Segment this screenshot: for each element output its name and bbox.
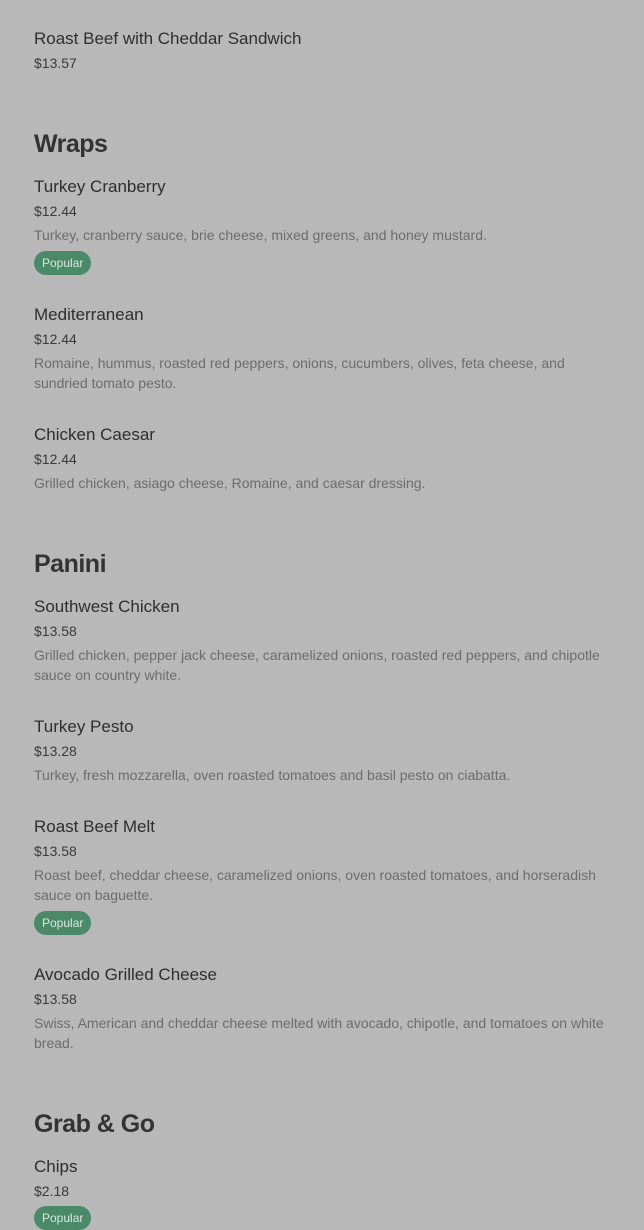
section-title-grab-and-go: Grab & Go xyxy=(34,1110,155,1138)
menu-item-roast-beef-melt[interactable] xyxy=(34,817,618,935)
menu-item-turkey-cranberry[interactable] xyxy=(34,177,618,275)
popular-badge: Popular xyxy=(34,251,91,275)
item-description: Grilled chicken, asiago cheese, Romaine, and caesar dressing. xyxy=(34,475,426,491)
item-price: $13.58 xyxy=(34,623,77,639)
item-description: Roast beef, cheddar cheese, caramelized onions, oven roasted tomatoes, and horseradish sauce on baguette. xyxy=(34,867,596,903)
item-name: Roast Beef Melt xyxy=(34,817,155,836)
item-description: Swiss, American and cheddar cheese melted with avocado, chipotle, and tomatoes on white bread. xyxy=(34,1015,604,1051)
section-title-wraps: Wraps xyxy=(34,130,108,158)
popular-badge: Popular xyxy=(34,911,91,935)
item-description: Turkey, cranberry sauce, brie cheese, mixed greens, and honey mustard. xyxy=(34,227,487,243)
item-price: $2.18 xyxy=(34,1183,70,1199)
item-price: $12.44 xyxy=(34,203,77,219)
item-name: Avocado Grilled Cheese xyxy=(34,965,218,984)
item-price: $12.44 xyxy=(34,331,77,347)
item-price: $13.57 xyxy=(34,55,77,71)
menu-item-chips[interactable] xyxy=(34,1157,618,1230)
item-name: Chips xyxy=(34,1157,78,1176)
item-name: Mediterranean xyxy=(34,305,144,324)
menu-item-chicken-caesar[interactable] xyxy=(34,425,618,493)
menu-item-southwest-chicken[interactable] xyxy=(34,597,618,685)
item-price: $12.44 xyxy=(34,451,77,467)
item-name: Southwest Chicken xyxy=(34,597,180,616)
item-name: Chicken Caesar xyxy=(34,425,155,444)
item-description: Turkey, fresh mozzarella, oven roasted tomatoes and basil pesto on ciabatta. xyxy=(34,767,511,783)
item-price: $13.28 xyxy=(34,743,77,759)
menu-item-avocado-grilled-cheese[interactable] xyxy=(34,965,618,1053)
item-name: Turkey Pesto xyxy=(34,717,134,736)
item-description: Romaine, hummus, roasted red peppers, onions, cucumbers, olives, feta cheese, and sundried tomato pesto. xyxy=(34,355,565,391)
item-name: Turkey Cranberry xyxy=(34,177,166,196)
menu-item-roast-beef-cheddar[interactable] xyxy=(34,29,618,72)
menu-item-turkey-pesto[interactable] xyxy=(34,717,618,785)
item-name: Roast Beef with Cheddar Sandwich xyxy=(34,29,302,48)
popular-badge: Popular xyxy=(34,1206,91,1230)
item-price: $13.58 xyxy=(34,991,77,1007)
menu-item-mediterranean[interactable] xyxy=(34,305,618,393)
item-description: Grilled chicken, pepper jack cheese, caramelized onions, roasted red peppers, and chipotle sauce on country white. xyxy=(34,647,600,683)
section-title-panini: Panini xyxy=(34,550,107,578)
item-price: $13.58 xyxy=(34,843,77,859)
